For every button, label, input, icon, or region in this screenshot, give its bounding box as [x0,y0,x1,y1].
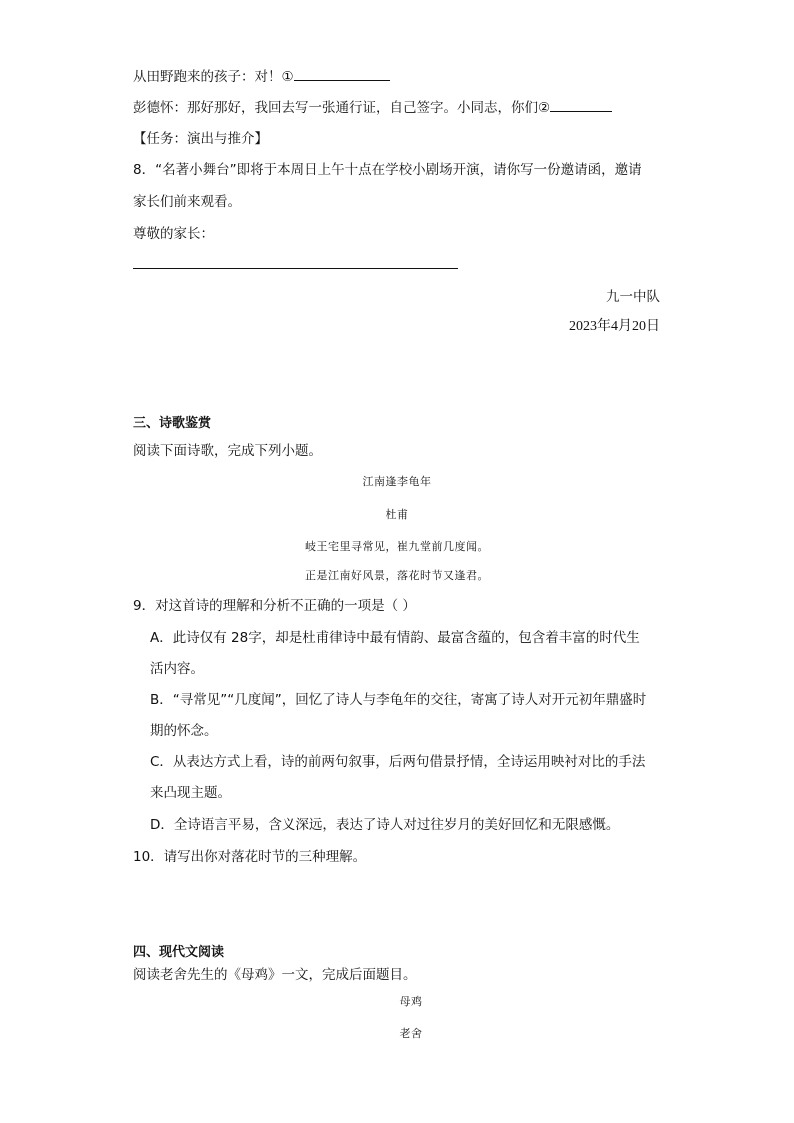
letter-date: 2023年4月20日 [569,319,660,334]
dialogue-line-2: 彭德怀：那好那好，我回去写一张通行证，自己签字。小同志，你们② [133,98,612,117]
q10-stem: 10．请写出你对落花时节的三种理解。 [133,849,367,865]
poem-title: 江南逢李龟年 [362,475,432,488]
q9-stem: 9．对这首诗的理解和分析不正确的一项是（ ） [133,598,416,614]
q9-option-c-line-2: 来凸现主题。 [150,785,231,801]
poem-author: 杜甫 [385,508,409,521]
answer-blank-2[interactable] [550,98,612,112]
q8-stem-line-1: 8．“名著小舞台”即将于本周日上午十点在学校小剧场开演，请你写一份邀请函，邀请 [133,162,642,178]
dialogue-line-1: 从田野跑来的孩子：对！① [133,67,390,86]
poem-line-2: 正是江南好风景，落花时节又逢君。 [305,569,489,582]
task-label: 【任务：演出与推介】 [133,131,268,147]
section-4-heading: 四、现代文阅读 [133,945,225,960]
section-4-intro: 阅读老舍先生的《母鸡》一文，完成后面题目。 [133,967,417,983]
q9-option-b-line-2: 期的怀念。 [150,723,218,739]
letter-answer-line[interactable] [133,268,458,269]
letter-greeting: 尊敬的家长： [133,226,214,242]
essay-author: 老舍 [399,1027,423,1040]
q8-stem-line-2: 家长们前来观看。 [133,194,241,210]
section-3-heading: 三、诗歌鉴赏 [133,416,212,431]
q9-option-a-line-2: 活内容。 [150,661,204,677]
essay-title: 母鸡 [399,995,423,1008]
answer-blank-1[interactable] [294,67,390,81]
poem-line-1: 岐王宅里寻常见，崔九堂前几度闻。 [305,540,489,553]
letter-signature: 九一中队 [606,289,660,305]
q9-option-c-line-1[interactable]: C．从表达方式上看，诗的前两句叙事，后两句借景抒情，全诗运用映衬对比的手法 [150,754,646,770]
q9-option-b-line-1[interactable]: B．“寻常见”“几度闻”，回忆了诗人与李龟年的交往，寄寓了诗人对开元初年鼎盛时 [150,692,647,708]
q9-option-d[interactable]: D．全诗语言平易，含义深远，表达了诗人对过往岁月的美好回忆和无限感慨。 [150,817,620,833]
q9-option-a-line-1[interactable]: A．此诗仅有 28字，却是杜甫律诗中最有情韵、最富含蕴的，包含着丰富的时代生 [150,630,640,646]
section-3-intro: 阅读下面诗歌，完成下列小题。 [133,443,322,459]
